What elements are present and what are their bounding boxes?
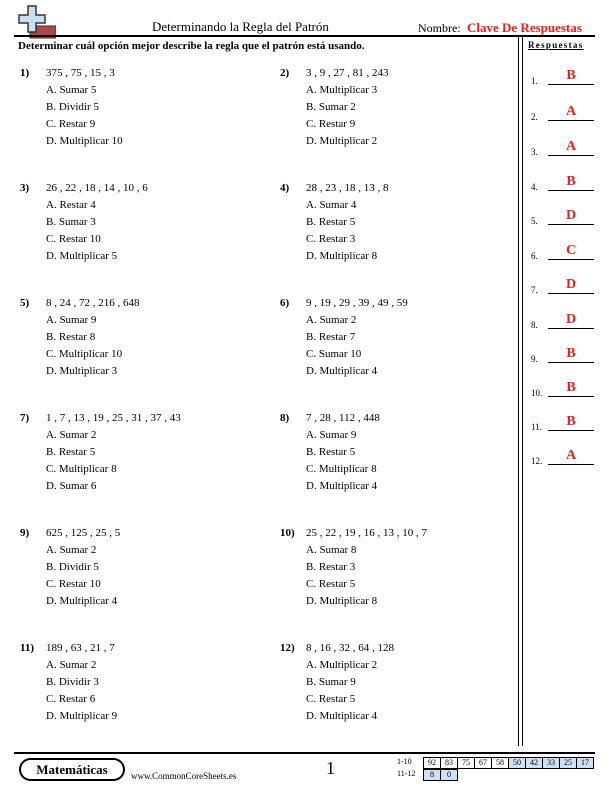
answer-value: A — [548, 447, 594, 465]
answer-number: 2. — [531, 112, 538, 122]
answer-option: B. Sumar 2 — [306, 101, 356, 113]
answer-option: B. Dividir 5 — [46, 561, 99, 573]
problem-sequence: 9 , 19 , 29 , 39 , 49 , 59 — [306, 297, 408, 309]
answer-option: C. Restar 6 — [46, 693, 96, 705]
problem-number: 8) — [280, 412, 290, 424]
answer-option: A. Sumar 4 — [306, 199, 357, 211]
name-label: Nombre: — [418, 21, 461, 35]
answer-column-divider-inner — [522, 36, 523, 746]
score-cell: 67 — [475, 758, 492, 769]
answer-option: A. Sumar 5 — [46, 84, 97, 96]
answer-option: A. Sumar 2 — [306, 314, 357, 326]
problem-item — [280, 65, 510, 150]
answer-option: B. Restar 5 — [46, 446, 96, 458]
footer-divider — [14, 752, 595, 754]
score-cell: 58 — [492, 758, 509, 769]
answer-value: B — [548, 413, 594, 431]
score-row-label: 11-12 — [397, 769, 416, 778]
answer-number: 10. — [531, 388, 543, 398]
answer-option: D. Multiplicar 4 — [306, 710, 378, 722]
problem-item — [20, 65, 250, 150]
answer-option: D. Multiplicar 9 — [46, 710, 118, 722]
answer-value: A — [548, 103, 594, 121]
answer-option: B. Restar 3 — [306, 561, 356, 573]
problem-sequence: 189 , 63 , 21 , 7 — [46, 642, 115, 654]
answer-option: D. Multiplicar 2 — [306, 135, 378, 147]
problem-item — [20, 640, 250, 725]
score-cell: 92 — [424, 758, 441, 769]
answer-value: B — [548, 379, 594, 397]
problem-number: 4) — [280, 182, 290, 194]
problem-sequence: 8 , 16 , 32 , 64 , 128 — [306, 642, 394, 654]
answer-value: C — [548, 242, 594, 260]
answer-number: 9. — [531, 354, 538, 364]
answer-option: D. Multiplicar 4 — [306, 365, 378, 377]
score-row — [423, 769, 458, 781]
answer-option: A. Sumar 9 — [46, 314, 97, 326]
answer-number: 5. — [531, 216, 538, 226]
problem-number: 7) — [20, 412, 30, 424]
site-url: www.CommonCoreSheets.es — [131, 771, 237, 781]
answer-option: A. Sumar 2 — [46, 544, 97, 556]
answer-value: D — [548, 207, 594, 225]
answer-key-label: Clave De Respuestas — [467, 20, 582, 35]
answer-option: C. Multiplicar 10 — [46, 348, 123, 360]
problem-number: 2) — [280, 67, 290, 79]
answer-column-divider — [518, 36, 519, 746]
score-cell: 75 — [458, 758, 475, 769]
answer-option: B. Restar 5 — [306, 216, 356, 228]
problem-item — [20, 525, 250, 610]
answer-value: B — [548, 67, 594, 85]
answer-value: B — [548, 173, 594, 191]
page-number: 1 — [326, 758, 335, 778]
score-cell: 42 — [526, 758, 543, 769]
problem-item — [280, 180, 510, 265]
problem-number: 9) — [20, 527, 30, 539]
answer-option: C. Restar 5 — [306, 693, 356, 705]
problem-item — [280, 295, 510, 380]
problem-sequence: 375 , 75 , 15 , 3 — [46, 67, 115, 79]
problem-sequence: 1 , 7 , 13 , 19 , 25 , 31 , 37 , 43 — [46, 412, 181, 424]
answer-number: 11. — [531, 422, 542, 432]
instructions: Determinar cuál opción mejor describe la regla que el patrón está usando. — [18, 40, 365, 52]
answer-option: D. Multiplicar 5 — [46, 250, 118, 262]
answer-option: B. Sumar 9 — [306, 676, 356, 688]
answer-number: 1. — [531, 76, 538, 86]
problem-number: 12) — [280, 642, 295, 654]
problem-sequence: 26 , 22 , 18 , 14 , 10 , 6 — [46, 182, 148, 194]
answer-number: 7. — [531, 285, 538, 295]
answer-option: D. Multiplicar 8 — [306, 250, 378, 262]
problem-number: 6) — [280, 297, 290, 309]
answer-option: D. Multiplicar 8 — [306, 595, 378, 607]
problem-sequence: 7 , 28 , 112 , 448 — [306, 412, 380, 424]
answer-option: C. Restar 5 — [306, 578, 356, 590]
answer-option: B. Sumar 3 — [46, 216, 96, 228]
answer-option: B. Dividir 5 — [46, 101, 99, 113]
answer-option: A. Sumar 2 — [46, 429, 97, 441]
answer-option: A. Multiplicar 2 — [306, 659, 378, 671]
answer-option: C. Restar 10 — [46, 578, 101, 590]
answer-number: 6. — [531, 251, 538, 261]
answer-value: A — [548, 138, 594, 156]
score-row — [423, 757, 594, 769]
header-divider — [14, 35, 595, 37]
worksheet-title: Determinando la Regla del Patrón — [152, 19, 329, 34]
problem-item — [20, 180, 250, 265]
score-cell: 50 — [509, 758, 526, 769]
score-cell: 83 — [441, 758, 458, 769]
score-cell: 25 — [560, 758, 577, 769]
answer-option: D. Multiplicar 4 — [46, 595, 118, 607]
answer-number: 8. — [531, 320, 538, 330]
answer-option: C. Multiplicar 8 — [306, 463, 377, 475]
problem-sequence: 625 , 125 , 25 , 5 — [46, 527, 121, 539]
answer-number: 3. — [531, 147, 538, 157]
answer-option: A. Sumar 9 — [306, 429, 357, 441]
score-row-label: 1-10 — [397, 757, 412, 766]
answer-option: C. Multiplicar 8 — [46, 463, 117, 475]
answer-value: D — [548, 276, 594, 294]
answer-option: A. Multiplicar 3 — [306, 84, 378, 96]
problem-number: 1) — [20, 67, 30, 79]
problem-number: 5) — [20, 297, 30, 309]
answer-option: C. Restar 3 — [306, 233, 356, 245]
problem-sequence: 28 , 23 , 18 , 13 , 8 — [306, 182, 389, 194]
answer-number: 4. — [531, 182, 538, 192]
score-cell: 0 — [441, 770, 458, 781]
answer-option: A. Sumar 2 — [46, 659, 97, 671]
answer-option: A. Restar 4 — [46, 199, 96, 211]
problem-item — [20, 295, 250, 380]
problem-number: 11) — [20, 642, 35, 654]
answer-value: B — [548, 345, 594, 363]
answer-value: D — [548, 311, 594, 329]
score-cell: 8 — [424, 770, 441, 781]
answer-option: D. Multiplicar 10 — [46, 135, 123, 147]
score-cell: 17 — [577, 758, 594, 769]
answer-option: B. Restar 5 — [306, 446, 356, 458]
answer-option: C. Restar 10 — [46, 233, 101, 245]
answers-header: Respuestas — [528, 40, 584, 50]
answer-number: 12. — [531, 456, 543, 466]
problem-sequence: 3 , 9 , 27 , 81 , 243 — [306, 67, 389, 79]
answer-option: B. Restar 7 — [306, 331, 356, 343]
answer-option: A. Sumar 8 — [306, 544, 357, 556]
answer-option: C. Sumar 10 — [306, 348, 362, 360]
answer-option: C. Restar 9 — [306, 118, 356, 130]
problem-number: 10) — [280, 527, 295, 539]
answer-option: D. Multiplicar 4 — [306, 480, 378, 492]
answer-option: B. Restar 8 — [46, 331, 96, 343]
problem-sequence: 25 , 22 , 19 , 16 , 13 , 10 , 7 — [306, 527, 427, 539]
subject-badge — [19, 758, 125, 781]
problem-sequence: 8 , 24 , 72 , 216 , 648 — [46, 297, 140, 309]
answer-option: B. Dividir 3 — [46, 676, 99, 688]
answer-option: C. Restar 9 — [46, 118, 96, 130]
answer-option: D. Sumar 6 — [46, 480, 97, 492]
subject-label: Matemáticas — [21, 760, 123, 779]
problem-number: 3) — [20, 182, 30, 194]
problem-item — [280, 525, 510, 610]
problem-item — [20, 410, 250, 495]
problem-item — [280, 410, 510, 495]
score-cell: 33 — [543, 758, 560, 769]
answer-option: D. Multiplicar 3 — [46, 365, 118, 377]
problem-item — [280, 640, 510, 725]
